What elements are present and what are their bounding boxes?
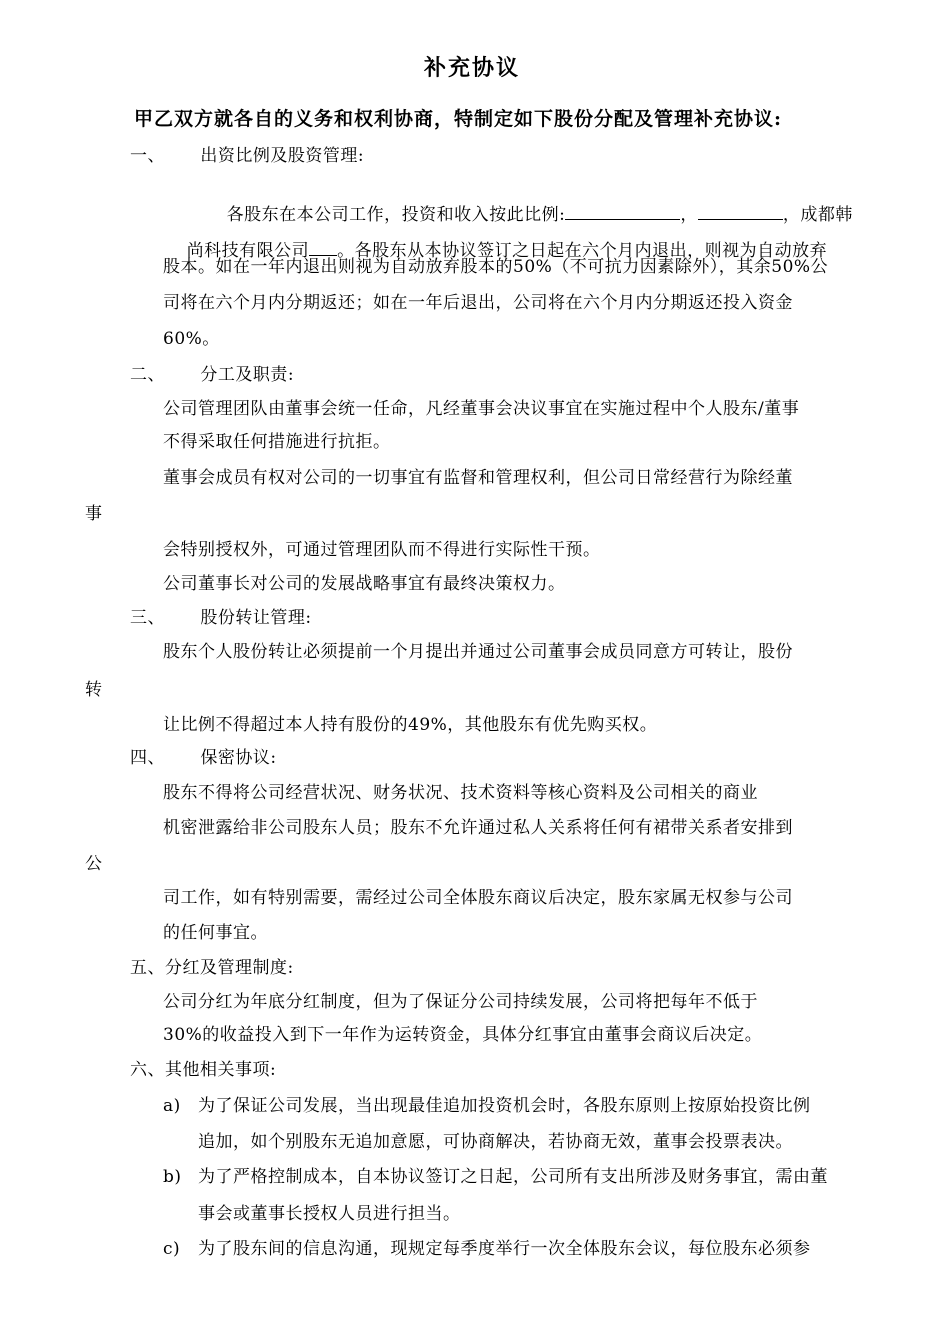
- document-title: 补充协议: [424, 55, 521, 81]
- item-b-marker: b): [163, 1167, 182, 1187]
- section-3-heading: 三、 股份转让管理:: [130, 608, 312, 628]
- section-4-line-1: 股东不得将公司经营状况、财务状况、技术资料等核心资料及公司相关的商业: [163, 783, 758, 803]
- section-1-line-1-text: 各股东在本公司工作，投资和收入按此比例:: [226, 205, 566, 225]
- item-a-marker: a): [163, 1096, 181, 1116]
- section-5-line-1: 公司分红为年底分红制度，但为了保证分公司持续发展，公司将把每年不低于: [163, 992, 758, 1012]
- section-1-line-1-end: ，成都韩: [782, 205, 853, 225]
- section-5-line-2: 30%的收益投入到下一年作为运转资金，具体分红事宜由董事会商议后决定。: [163, 1025, 763, 1045]
- section-1-line-2-text: 。各股东从本协议签订之日起在六个月内退出，则视为自动放弃: [337, 241, 828, 261]
- section-2-line-5: 会特别授权外，可通过管理团队而不得进行实际性干预。: [163, 540, 601, 560]
- item-a-line-1: 为了保证公司发展，当出现最佳追加投资机会时，各股东原则上按原始投资比例: [198, 1096, 811, 1116]
- ratio-blank-3: [309, 238, 337, 256]
- section-3-line-3: 让比例不得超过本人持有股份的49%，其他股东有优先购买权。: [163, 715, 658, 735]
- section-3-line-1: 股东个人股份转让必须提前一个月提出并通过公司董事会成员同意方可转让，股份: [163, 642, 793, 662]
- section-6-heading: 六、其他相关事项:: [130, 1060, 277, 1080]
- item-c-marker: c): [163, 1239, 181, 1259]
- section-1-company: 尚科技有限公司: [186, 241, 310, 261]
- section-4-line-4: 司工作，如有特别需要，需经过公司全体股东商议后决定，股东家属无权参与公司: [163, 888, 793, 908]
- section-2-line-4: 事: [85, 504, 103, 524]
- section-4-line-5: 的任何事宜。: [163, 923, 268, 943]
- section-4-line-2: 机密泄露给非公司股东人员；股东不允许通过私人关系将任何有裙带关系者安排到: [163, 818, 793, 838]
- item-a-line-2: 追加，如个别股东无追加意愿，可协商解决，若协商无效，董事会投票表决。: [198, 1132, 793, 1152]
- item-b-line-1: 为了严格控制成本，自本协议签订之日起，公司所有支出所涉及财务事宜，需由董: [198, 1167, 828, 1187]
- section-1-comma: ，: [680, 205, 698, 225]
- section-1-heading: 一、 出资比例及股资管理:: [130, 146, 365, 166]
- section-1-line-3: 股本。如在一年内退出则视为自动放弃股本的50%（不可抗力因素除外），其余50%公: [163, 257, 829, 277]
- section-2-line-2: 不得采取任何措施进行抗拒。: [163, 432, 391, 452]
- section-2-line-3: 董事会成员有权对公司的一切事宜有监督和管理权利，但公司日常经营行为除经董: [163, 468, 793, 488]
- section-3-line-2: 转: [85, 680, 103, 700]
- section-4-line-3: 公: [85, 854, 103, 874]
- section-2-line-6: 公司董事长对公司的发展战略事宜有最终决策权力。: [163, 574, 566, 594]
- item-b-line-2: 事会或董事长授权人员进行担当。: [198, 1204, 461, 1224]
- section-2-line-1: 公司管理团队由董事会统一任命，凡经董事会决议事宜在实施过程中个人股东/董事: [163, 399, 800, 419]
- item-c-line-1: 为了股东间的信息沟通，现规定每季度举行一次全体股东会议，每位股东必须参: [198, 1239, 811, 1259]
- section-1-line-5: 60%。: [163, 329, 220, 349]
- section-5-heading: 五、分红及管理制度:: [130, 958, 294, 978]
- document-intro: 甲乙双方就各自的义务和权利协商，特制定如下股份分配及管理补充协议:: [134, 108, 783, 130]
- section-4-heading: 四、 保密协议:: [130, 748, 277, 768]
- section-2-heading: 二、 分工及职责:: [130, 365, 295, 385]
- section-1-line-4: 司将在六个月内分期返还；如在一年后退出，公司将在六个月内分期返还投入资金: [163, 293, 793, 313]
